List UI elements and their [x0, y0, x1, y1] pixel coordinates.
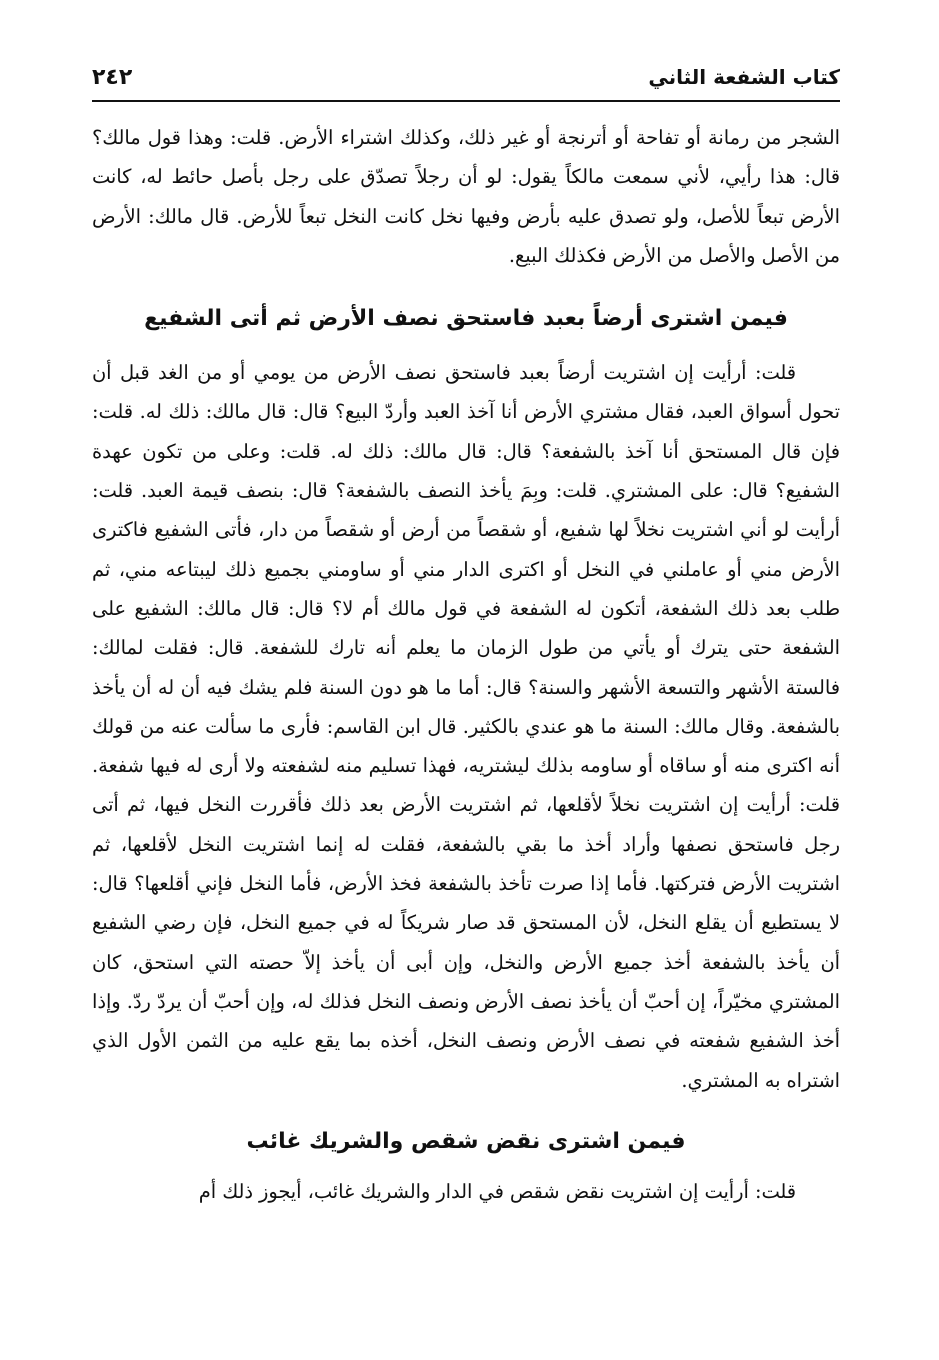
paragraph-absent-partner: قلت: أرأيت إن اشتريت نقض شقص في الدار والشريك غائب، أيجوز ذلك أم — [198, 1179, 796, 1203]
paragraph-land-for-slave: قلت: أرأيت إن اشتريت أرضاً بعبد فاستحق نصف الأرض من يومي أو من الغد قبل أن تحول أسواق العبد، فقال مشتري الأرض أنا آخذ العبد وأردّ البيع؟ قال: قال مالك: ذلك له. قلت: فإن قال المستحق أنا آخذ بالشفعة؟ قال: قال مالك: ذلك له. قلت: وعلى من تكون عهدة الشفيع؟ قال: على المشتري. قلت: وبِمَ يأخذ النصف بالشفعة؟ قال: بنصف قيمة العبد. قلت: أرأيت لو أني اشتريت نخلاً لها شفيع، أو شقصاً من أرض أو شقصاً من دار، فأتى الشفيع فاكترى الأرض مني أو عاملني في النخل أو اكترى الدار مني أو ساومني بجميع ذلك ليبتاعه مني، ثم طلب بعد ذلك الشفعة، أتكون له الشفعة في قول مالك أم لا؟ قال: قال مالك: الشفيع على الشفعة حتى يترك أو يأتي من طول الزمان ما يعلم أنه تارك للشفعة. قال: فقلت لمالك: فالستة الأشهر والتسعة الأشهر والسنة؟ قال: أما ما هو دون السنة فلم يشك فيه أن له أن يأخذ بالشفعة. وقال مالك: السنة ما هو عندي بالكثير. قال ابن القاسم: فأرى ما سألت عنه من قولك أنه اكترى منه أو ساقاه أو ساومه بذلك ليشتريه، فهذا تسليم منه لشفعته ولا أرى له فيها شفعة. قلت: أرأيت إن اشتريت نخلاً لأقلعها، ثم اشتريت الأرض بعد ذلك فأقررت النخل فيها، ثم أتى رجل فاستحق نصفها وأراد أخذ ما بقي بالشفعة، فقلت له إنما اشتريت النخل لأقلعها، ثم اشتريت الأرض فتركتها. فأما إذا صرت تأخذ بالشفعة فخذ الأرض، فأما النخل فإني أقلعها؟ قال: لا يستطيع أن يقلع النخل، لأن المستحق قد صار شريكاً له في جميع النخل، فإن رضي الشفيع أن يأخذ بالشفعة أخذ جميع الأرض والنخل، وإن أبى أن يأخذ إلاّ حصته التي استحق، كان المشتري مخيّراً، إن أحبّ أن يأخذ نصف الأرض ونصف النخل فذلك له، وإن أحبّ أن يردّ ردّ. وإذا أخذ الشفيع شفعته في نصف الأرض ونصف النخل، أخذه بما يقع عليه من الثمن الأول الذي اشتراه به المشتري. — [92, 361, 840, 1092]
running-title: كتاب الشفعة الثاني — [648, 65, 840, 89]
section-heading-absent-partner: فيمن اشترى نقض شقص والشريك غائب — [246, 1128, 686, 1154]
page-content — [92, 118, 840, 1211]
page-number: ٢٤٢ — [92, 64, 133, 90]
running-header — [92, 58, 840, 102]
paragraph-continuation: الشجر من رمانة أو تفاحة أو أترنجة أو غير ذلك، وكذلك اشتراء الأرض. قلت: وهذا قول مالك؟ قال: هذا رأيي، لأني سمعت مالكاً يقول: لو أن رجلاً تصدّق على رجل بأصل حائط له، كانت الأرض تبعاً للأصل، ولو تصدق عليه بأرض وفيها نخل كانت النخل تبعاً للأرض. قال مالك: الأرض من الأصل والأصل من الأرض فكذلك البيع. — [92, 126, 840, 267]
section-heading-land-for-slave: فيمن اشترى أرضاً بعبد فاستحق نصف الأرض ثم أتى الشفيع — [144, 306, 788, 332]
